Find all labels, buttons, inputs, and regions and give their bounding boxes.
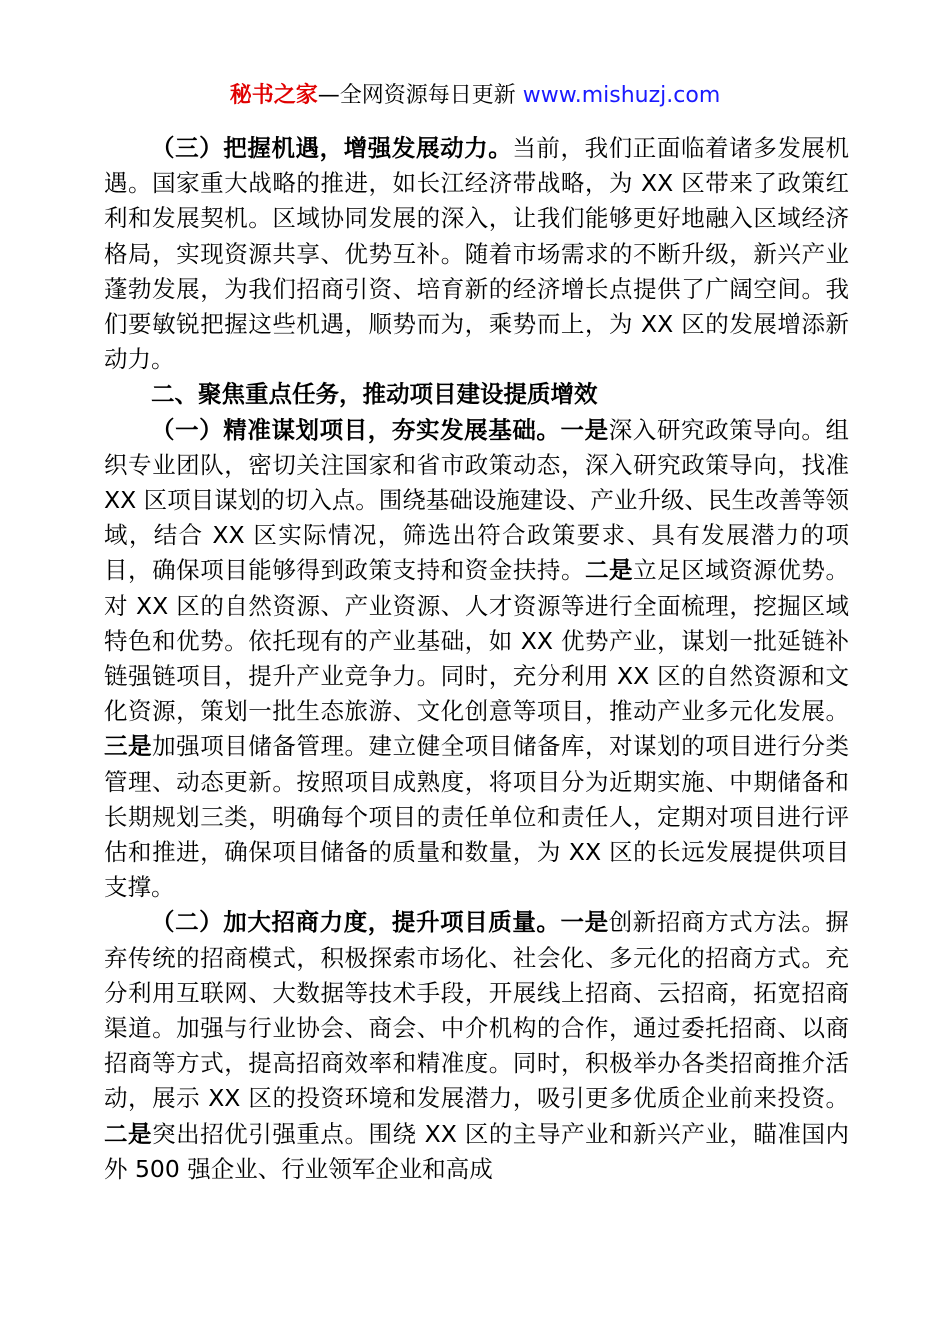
- point-marker: 二是: [585, 556, 634, 585]
- paragraph-text: 突出招优引强重点。围绕 XX 区的主导产业和新兴产业，瞄准国内外 500 强企业、行业领军企业和高成: [104, 1119, 849, 1183]
- point-marker: 一是: [560, 415, 609, 444]
- point-marker: 二是: [104, 1119, 153, 1148]
- paragraph-text: 立足区域资源优势。对 XX 区的自然资源、产业资源、人才资源等进行全面梳理，挖掘区域特色和优势。依托现有的产业基础，如 XX 优势产业，谋划一批延链补链强链项目，提升产业竞争力。同时，充分利用 XX 区的自然资源和文化资源，策划一批生态旅游、文化创意等项目，推动产业多元化发展。: [104, 556, 850, 726]
- point-marker: 一是: [560, 908, 609, 937]
- document-body: [104, 131, 849, 1187]
- paragraph-text: 创新招商方式方法。摒弃传统的招商模式，积极探索市场化、社会化、多元化的招商方式。充分利用互联网、大数据等技术手段，开展线上招商、云招商，拓宽招商渠道。加强与行业协会、商会、中介机构的合作，通过委托招商、以商招商等方式，提高招商效率和精准度。同时，积极举办各类招商推介活动，展示 XX 区的投资环境和发展潜力，吸引更多优质企业前来投资。: [104, 908, 850, 1113]
- paragraph-lead: （三）把握机遇，增强发展动力。: [151, 134, 513, 162]
- site-brand: 秘书之家: [229, 83, 318, 108]
- paragraph-text: 加强项目储备管理。建立健全项目储备库，对谋划的项目进行分类管理、动态更新。按照项目成熟度，将项目分为近期实施、中期储备和长期规划三类，明确每个项目的责任单位和责任人，定期对项目进行评估和推进，确保项目储备的质量和数量，为 XX 区的长远发展提供项目支撑。: [104, 732, 850, 902]
- paragraph-lead: （二）加大招商力度，提升项目质量。: [151, 908, 561, 937]
- point-marker: 三是: [104, 732, 153, 761]
- site-tagline: —全网资源每日更新: [317, 83, 523, 108]
- paragraph-opportunities: [104, 131, 849, 377]
- paragraph-text: 当前，我们正面临着诸多发展机遇。国家重大战略的推进，如长江经济带战略，为 XX 区带来了政策红利和发展契机。区域协同发展的深入，让我们能够更好地融入区域经济格局，实现资源共享、优势互补。随着市场需求的不断升级，新兴产业蓬勃发展，为我们招商引资、培育新的经济增长点提供了广阔空间。我们要敏锐把握这些机遇，顺势而为，乘势而上，为 XX 区的发展增添新动力。: [104, 134, 850, 374]
- paragraph-text: 深入研究政策导向。组织专业团队，密切关注国家和省市政策动态，深入研究政策导向，找准 XX 区项目谋划的切入点。围绕基础设施建设、产业升级、民生改善等领域，结合 XX 区实际情况，筛选出符合政策要求、具有发展潜力的项目，确保项目能够得到政策支持和资金扶持。: [104, 415, 850, 585]
- paragraph-lead: （一）精准谋划项目，夯实发展基础。: [151, 415, 561, 444]
- paragraph-project-planning: [104, 413, 849, 906]
- paragraph-investment-attraction: [104, 905, 849, 1187]
- site-url-link[interactable]: www.mishuzj.com: [522, 83, 721, 108]
- section-heading: 二、聚焦重点任务，推动项目建设提质增效: [151, 380, 598, 409]
- site-header: [0, 80, 950, 112]
